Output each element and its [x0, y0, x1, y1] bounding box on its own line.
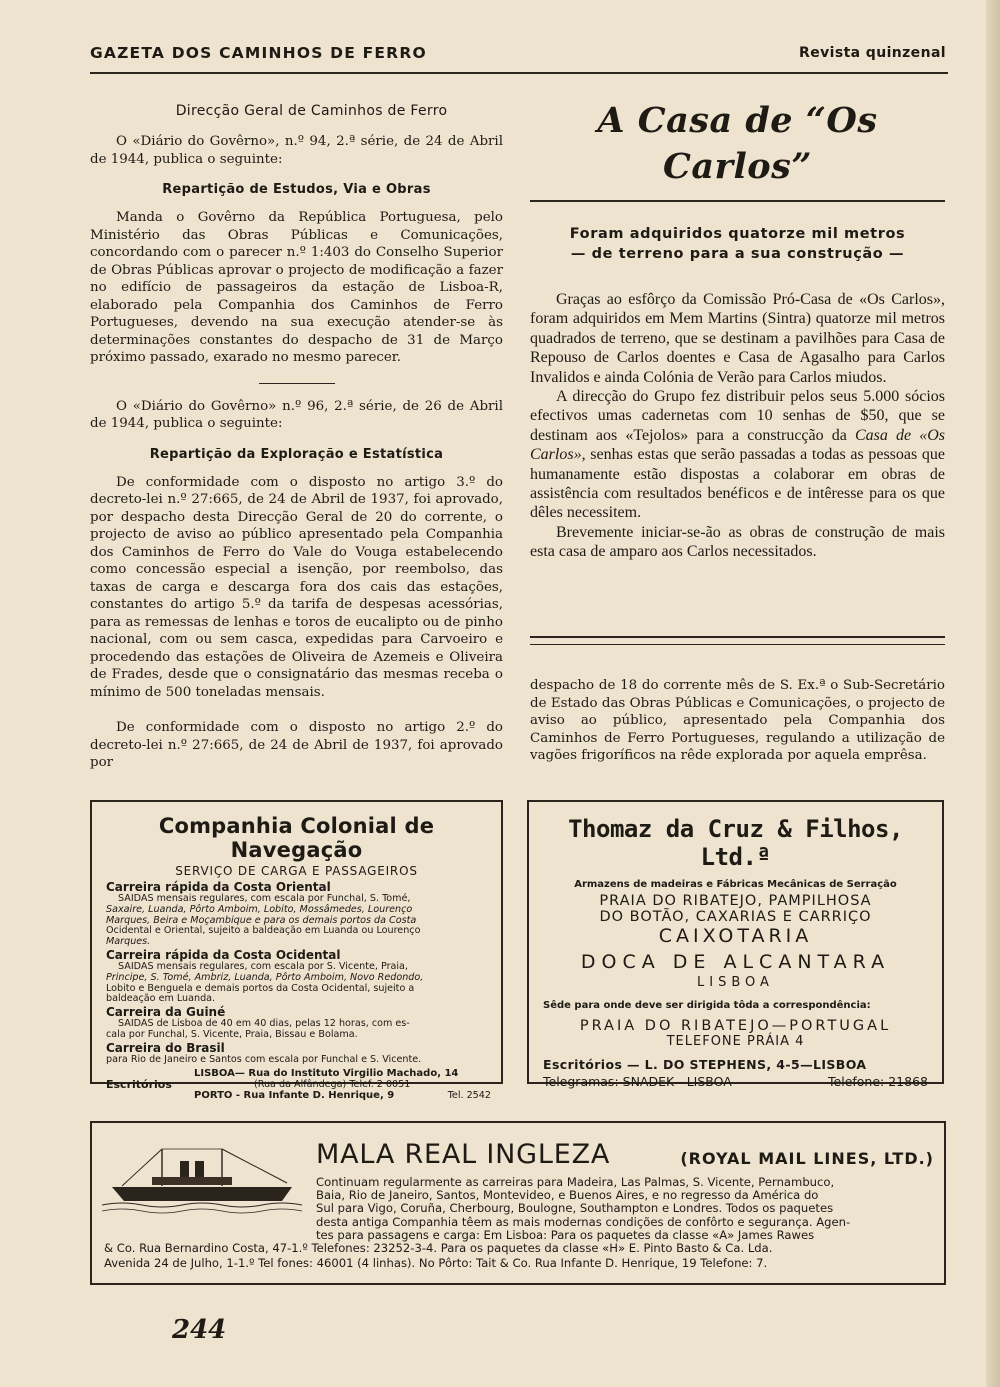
- right-column: [530, 98, 945, 562]
- deck-line-2: — de terreno para a sua construção —: [570, 246, 905, 262]
- continuation-paragraph: despacho de 18 do corrente mês de S. Ex.ª o Sub-Secretário de Estado das Obras Públicas e Comunicações, o projecto de aviso ao público, apresentado pela Companhia dos Caminhos de Ferro Portugueses, regulando a utilização de vagões frigoríficos na rêde explorada por aquela emprêsa.: [530, 678, 945, 763]
- left-column: [90, 103, 503, 772]
- ad-companhia-colonial: [90, 800, 503, 1101]
- office-porto-tel: Tel. 2542: [447, 1089, 491, 1101]
- ad-thomaz-line: PRAIA DO RIBATEJO, PAMPILHOSA: [599, 893, 872, 909]
- ad-thomaz-line: TELEFONE PRÁIA 4: [666, 1034, 805, 1049]
- deck-line-1: Foram adquiridos quatorze mil metros: [569, 226, 906, 242]
- ad-mala-real-ingleza: [90, 1121, 946, 1285]
- article-paragraph-2: [530, 387, 945, 523]
- article-paragraph-3: Brevemente iniciar-se-ão as obras de construção de mais esta casa de amparo aos Carlos necessitados.: [530, 523, 945, 561]
- ad-mala-line: Baia, Rio de Janeiro, Santos, Montevideo, e Buenos Aires, e no regresso da América do: [316, 1188, 819, 1203]
- separator-rule: [259, 383, 335, 384]
- office-porto: PORTO - Rua Infante D. Henrique, 9: [194, 1089, 395, 1101]
- page-edge: [986, 0, 1000, 1387]
- ad-mala-line: tes para passagens e carga: Em Lisboa: Para os paquetes da classe «A» James Rawes: [316, 1227, 815, 1242]
- route-line: SAIDAS de Lisboa de 40 em 40 dias, pelas 12 horas, com es-: [118, 1018, 410, 1030]
- intro-paragraph-2: O «Diário do Govêrno» n.º 96, 2.ª série, de 26 de Abril de 1944, publica o seguinte:: [90, 398, 503, 431]
- article-title: A Casa de “Os Carlos”: [597, 100, 878, 187]
- route-title-4: Carreira do Brasil: [106, 1040, 225, 1055]
- article-end-rule-1: [530, 636, 945, 638]
- italic-run: Casa de «Os Carlos»: [530, 426, 946, 464]
- ad-mala-name: MALA REAL INGLEZA: [316, 1139, 611, 1170]
- route-line: Principe, S. Tomé, Ambriz, Luanda, Pôrto Amboim, Novo Redondo,: [106, 971, 424, 983]
- route-line: para Rio de Janeiro e Santos com escala por Funchal e S. Vicente.: [106, 1053, 422, 1065]
- text-run: A direcção do Grupo fez distribuir pelos seus 5.000 sócios efectivos umas cadernetas com 10 senhas de $50, que se destinam aos «Tejolos» para a construcção da: [530, 388, 945, 444]
- ad-thomaz-offices: Escritórios — L. DO STEPHENS, 4-5—LISBOA: [543, 1057, 867, 1072]
- article-end-rule-2: [530, 644, 945, 645]
- continuation-column: [530, 677, 945, 765]
- route-line: SAIDAS mensais regulares, com escala por Funchal, S. Tomé,: [118, 893, 411, 904]
- route-line: baldeação em Luanda.: [106, 993, 216, 1005]
- header-rule: [90, 72, 948, 74]
- route-line: Ocidental e Oriental, sujeito a baldeação em Luanda ou Lourenço: [106, 925, 421, 937]
- ad-thomaz-contact: [543, 1074, 928, 1092]
- ad-thomaz-telegrams: Telegramas: SNADEK—LISBOA: [543, 1074, 732, 1089]
- route-line: Lobito e Benguela e demais portos da Costa Ocidental, sujeito a: [106, 982, 415, 994]
- office-lisboa: LISBOA— Rua do Instituto Virgilio Machado, 14: [194, 1067, 459, 1079]
- ad-thomaz-lisboa: LISBOA: [697, 975, 774, 990]
- journal-subtitle: Revista quinzenal: [799, 45, 946, 61]
- intro-paragraph-1: O «Diário do Govêrno», n.º 94, 2.ª série, de 24 de Abril de 1944, publica o seguinte:: [90, 134, 503, 167]
- ad-thomaz-name: Thomaz da Cruz & Filhos, Ltd.ª: [568, 815, 903, 871]
- subheading-2: Repartição da Exploração e Estatística: [149, 446, 444, 462]
- office-lisboa-tel: (Rua da Alfândega) Telef. 2 0051: [254, 1078, 411, 1090]
- ad-mala-line: desta antiga Companhia têem as mais modernas condições de confôrto e segurança. Agen-: [316, 1214, 851, 1229]
- text-run: , senhas estas que serão passadas a todas as pessoas que humanamente estão dispostas a colaborar em obras de assistência com resultados benéficos e de intêresse para os que dêles necessitem.: [530, 446, 945, 522]
- ad-thomaz-phone: Telefone: 21868: [828, 1074, 928, 1089]
- route-line: SAIDAS mensais regulares, com escala por S. Vicente, Praia,: [118, 960, 408, 972]
- ad-thomaz-line: Armazens de madeiras e Fábricas Mecânicas de Serração: [574, 879, 897, 890]
- ad-mala-body: [316, 1176, 934, 1242]
- route-line: Marques, Beira e Moçambique e para os demais portos da Costa: [106, 914, 417, 926]
- route-line: Saxaire, Luanda, Pôrto Amboim, Lobito, Mossâmedes, Lourenço: [106, 903, 413, 915]
- title-rule: [530, 200, 945, 202]
- ad-thomaz-line: PRAIA DO RIBATEJO—PORTUGAL: [579, 1018, 892, 1034]
- route-line: Marques.: [106, 936, 151, 948]
- ad-thomaz-line: DO BOTÃO, CAXARIAS E CARRIÇO: [599, 909, 872, 925]
- journal-title: GAZETA DOS CAMINHOS DE FERRO: [90, 44, 427, 62]
- ad-mala-line: Avenida 24 de Julho, 1-1.º Tel fones: 46001 (4 linhas). No Pôrto: Tait & Co. Rua Infante D. Henrique, 19 Telefone: 7.: [104, 1256, 768, 1270]
- paragraph-3: De conformidade com o disposto no artigo 2.º do decreto-lei n.º 27:665, de 24 de Abril de 1937, foi aprovado por: [90, 720, 503, 770]
- ad-colonial-body: [106, 880, 491, 1105]
- paragraph-2: De conformidade com o disposto no artigo 3.º do decreto-lei n.º 27:665, de 24 de Abril de 1937, foi aprovado, por despacho desta Direcção Geral de 20 do corrente, o projecto de aviso ao público apresentado pela Companhia dos Caminhos de Ferro do Vale do Vouga estabelecendo como concessão especial a isenção, por reembolso, das taxas de carga e descarga fora dos cais das estações, constantes do artigo 5.º da tarifa de despesas acessórias, para as remessas de lenhas e toros de eucalipto ou de pinho nacional, com ou sem casca, expedidas para Carvoeiro e procedendo das estações de Oliveira de Azemeis e Oliveira de Frades, desde que o consignatário das mesmas receba o mínimo de 500 toneladas mensais.: [90, 474, 503, 700]
- ad-thomaz-doca: DOCA DE ALCANTARA: [580, 951, 891, 973]
- ad-mala-line: Sul para Vigo, Coruña, Cherbourg, Boulogne, Southampton e Londres. Todos os paquetes: [316, 1201, 834, 1216]
- ad-mala-name-en: (ROYAL MAIL LINES, LTD.): [680, 1149, 934, 1168]
- page-number: 244: [172, 1315, 227, 1345]
- ad-colonial-service: SERVIÇO DE CARGA E PASSAGEIROS: [175, 864, 418, 878]
- route-title-1: Carreira rápida da Costa Oriental: [106, 880, 331, 894]
- offices-block: [106, 1069, 491, 1105]
- offices-label: Escritórios: [106, 1077, 172, 1091]
- route-title-3: Carreira da Guiné: [106, 1005, 226, 1020]
- article-paragraph-1: Graças ao esfôrço da Comissão Pró-Casa de «Os Carlos», foram adquiridos em Mem Martins (Sintra) quatorze mil metros quadrados de terreno, que se destinam a pavilhões para Casa de Repouso de Carlos doentes e Casa de Agasalho para Carlos Invalidos e ainda Colónia de Verão para Carlos miudos.: [530, 291, 945, 386]
- paragraph-1: Manda o Govêrno da República Portuguesa, pelo Ministério das Obras Públicas e Comunicações, concordando com o parecer n.º 1:403 do Conselho Superior de Obras Públicas aprovar o projecto de modificação a fazer no edifício de passageiros da estação de Lisboa-R, elaborado pela Companhia dos Caminhos de Ferro Portugueses, devendo na sua execução atender-se às determinações constantes do despacho de 31 de Março próximo passado, exarado no mesmo parecer.: [90, 210, 503, 365]
- ad-thomaz-da-cruz: [527, 800, 944, 1089]
- ad-thomaz-caixotaria: CAIXOTARIA: [658, 925, 813, 947]
- route-line: cala por Funchal, S. Vicente, Praia, Bissau e Bolama.: [106, 1028, 358, 1040]
- subheading-1: Repartição de Estudos, Via e Obras: [162, 182, 431, 197]
- ad-colonial-name: Companhia Colonial de Navegação: [158, 814, 435, 862]
- ad-mala-line: Continuam regularmente as carreiras para Madeira, Las Palmas, S. Vicente, Pernambuco,: [316, 1175, 835, 1189]
- section-title: Direcção Geral de Caminhos de Ferro: [175, 103, 448, 119]
- route-title-2: Carreira rápida da Costa Ocidental: [106, 947, 341, 962]
- ad-thomaz-line: Sêde para onde deve ser dirigida tôda a correspondência:: [543, 1000, 871, 1011]
- ad-mala-line: & Co. Rua Bernardino Costa, 47-1.º Telefones: 23252-3-4. Para os paquetes da classe «H» E. Pinto Basto & Ca. Lda.: [104, 1241, 773, 1255]
- steamship-icon: [102, 1131, 302, 1221]
